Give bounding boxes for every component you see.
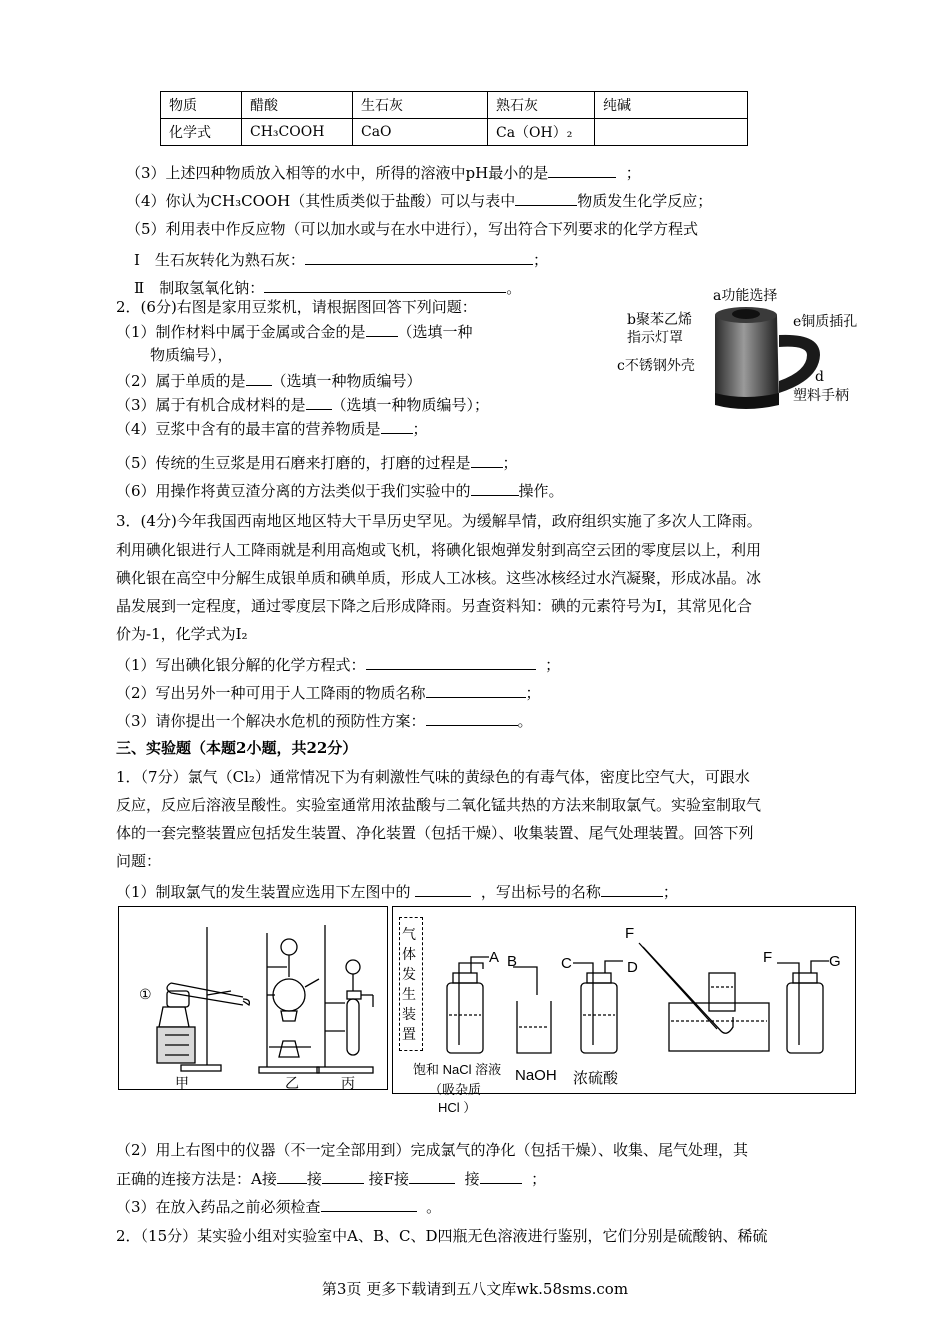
text: ；	[412, 420, 428, 438]
text: （1）写出碘化银分解的化学方程式：	[116, 656, 366, 674]
q3-line3	[116, 710, 533, 731]
exp1-q2-line1: （2）用上右图中的仪器（不一定全部用到）完成氯气的净化（包括干燥）、收集、尾气处理，其	[116, 1141, 749, 1159]
text: 。	[517, 712, 533, 730]
text: ；	[545, 656, 561, 674]
q2-line1b: 物质编号），	[150, 346, 233, 364]
table-cell: 醋酸	[242, 92, 353, 119]
label-C: C	[561, 955, 572, 972]
section-title: 三、实验题（本题2小题，共22分）	[116, 739, 358, 757]
label-d: d	[815, 369, 824, 385]
answer-blank[interactable]	[366, 321, 398, 337]
table-cell: 熟石灰	[488, 92, 595, 119]
answer-blank[interactable]	[322, 1168, 364, 1184]
text: 正确的连接方法是：A接	[116, 1170, 277, 1188]
exp1-q2-line2	[116, 1168, 546, 1189]
text: ；	[525, 684, 541, 702]
text: （3）属于有机合成材料的是	[116, 396, 306, 414]
label-h2so4: 浓硫酸	[573, 1069, 619, 1087]
text: （4）豆浆中含有的最丰富的营养物质是	[116, 420, 381, 438]
exp1-q3	[116, 1196, 441, 1217]
q3-para3: 碘化银在高空中分解生成银单质和碘单质，形成人工冰核。这些冰核经过水汽凝聚，形成冰晶。冰	[116, 569, 762, 587]
gen-char: 气	[402, 927, 416, 943]
text: 。	[506, 279, 522, 297]
label-b: b聚苯乙烯	[627, 312, 692, 328]
label-bing: 丙	[341, 1076, 355, 1092]
answer-blank[interactable]	[366, 654, 536, 670]
q3-line2	[116, 682, 541, 703]
text: 接	[306, 1170, 322, 1188]
q2-title: 2．(6分)右图是家用豆浆机，请根据图回答下列问题：	[116, 298, 477, 316]
answer-blank[interactable]	[409, 1168, 455, 1184]
q2-line4	[116, 418, 428, 439]
table-cell: CH₃COOH	[242, 119, 353, 146]
exp1-para4: 问题：	[116, 852, 162, 870]
answer-blank[interactable]	[306, 394, 332, 410]
answer-blank[interactable]	[415, 881, 471, 897]
answer-blank[interactable]	[264, 277, 506, 293]
table-cell: 纯碱	[595, 92, 748, 119]
answer-blank[interactable]	[277, 1168, 307, 1184]
text: （选填一种物质编号）；	[331, 396, 490, 414]
mark-1: ①	[139, 987, 152, 1003]
q3-para2: 利用碘化银进行人工降雨就是利用高炮或飞机，将碘化银炮弹发射到高空云团的零度层以上，利用	[116, 541, 762, 559]
text: （2）属于单质的是	[116, 372, 246, 390]
label-G: G	[829, 953, 841, 970]
label-B: B	[507, 953, 518, 970]
generator-box	[399, 917, 423, 1051]
q3-line1	[116, 654, 560, 675]
text: （4）你认为CH₃COOH（其性质类似于盐酸）可以与表中	[126, 192, 516, 210]
q2-line6	[116, 480, 564, 501]
gen-char: 生	[402, 987, 416, 1003]
q2-line1	[116, 321, 473, 342]
table-cell: CaO	[353, 119, 488, 146]
label-c: c不锈钢外壳	[617, 358, 695, 374]
answer-blank[interactable]	[471, 452, 503, 468]
text: （5）传统的生豆浆是用石磨来打磨的，打磨的过程是	[116, 454, 471, 472]
text: ；	[625, 164, 641, 182]
text: 操作。	[518, 482, 564, 500]
text: 物质发生化学反应；	[577, 192, 713, 210]
q3-para4: 晶发展到一定程度，通过零度层下降之后形成降雨。另查资料知：碘的元素符号为I，其常见化合	[116, 597, 752, 615]
text: ；	[531, 1170, 547, 1188]
text: 接	[464, 1170, 480, 1188]
text: 。	[426, 1198, 442, 1216]
answer-blank[interactable]	[471, 480, 519, 496]
gen-char: 发	[402, 967, 416, 983]
generator-apparatus-drawing	[119, 907, 387, 1089]
exp1-para2: 反应，反应后溶液呈酸性。实验室通常用浓盐酸与二氧化锰共热的方法来制取氯气。实验室制取气	[116, 796, 762, 814]
text: 接F接	[368, 1170, 410, 1188]
label-jia: 甲	[175, 1076, 189, 1092]
table-cell: 物质	[161, 92, 242, 119]
text: ；	[662, 883, 678, 901]
table-row	[161, 92, 748, 119]
text: Ⅰ 生石灰转化为熟石灰：	[134, 251, 305, 269]
exp1-para3: 体的一套完整装置应包括发生装置、净化装置（包括干燥）、收集装置、尾气处理装置。回答下列	[116, 824, 754, 842]
label-a: a功能选择	[713, 288, 778, 304]
answer-blank[interactable]	[426, 682, 526, 698]
label-b2: 指示灯罩	[627, 330, 683, 346]
substance-table	[160, 91, 748, 146]
q1-line5: （5）利用表中作反应物（可以加水或与在水中进行），写出符合下列要求的化学方程式	[126, 220, 699, 238]
text: ；	[502, 454, 518, 472]
table-cell	[595, 119, 748, 146]
text: （1）制取氯气的发生装置应选用下左图中的	[116, 883, 411, 901]
label-naoh: NaOH	[515, 1067, 557, 1084]
label-nacl-3: HCl ）	[438, 1100, 477, 1115]
table-cell: Ca（OH）₂	[488, 119, 595, 146]
text: ，写出标号的名称	[480, 883, 601, 901]
gen-char: 体	[402, 947, 416, 963]
text: （选填一种	[397, 323, 473, 341]
generator-apparatus-figure	[118, 906, 388, 1090]
gen-char: 装	[402, 1007, 416, 1023]
table-row	[161, 119, 748, 146]
soymilk-machine-figure	[615, 285, 865, 415]
q3-para1: 3．(4分)今年我国西南地区地区特大干旱历史罕见。为缓解旱情，政府组织实施了多次人工降雨。	[116, 512, 762, 530]
label-d2: 塑料手柄	[793, 388, 849, 404]
answer-blank[interactable]	[426, 710, 518, 726]
text: （1）制作材料中属于金属或合金的是	[116, 323, 366, 341]
answer-blank[interactable]	[515, 190, 577, 206]
purification-apparatus-figure	[392, 906, 856, 1097]
q1-item2	[134, 277, 521, 298]
text: （6）用操作将黄豆渣分离的方法类似于我们实验中的	[116, 482, 471, 500]
label-F2: F	[763, 949, 773, 966]
label-A: A	[489, 949, 500, 966]
label-F1: F	[625, 925, 635, 942]
exp2-intro: 2．（15分）某实验小组对实验室中A、B、C、D四瓶无色溶液进行鉴别，它们分别是硫酸钠、稀硫	[116, 1227, 768, 1245]
answer-blank[interactable]	[305, 249, 533, 265]
q1-line4	[126, 190, 712, 211]
label-nacl-2: （吸杂质	[429, 1082, 482, 1097]
text: ；	[532, 251, 548, 269]
answer-blank[interactable]	[601, 881, 663, 897]
answer-blank[interactable]	[246, 370, 272, 386]
exp1-q1	[116, 881, 678, 902]
page-footer: 第3页 更多下载请到五八文库wk.58sms.com	[321, 1280, 629, 1298]
q2-line3	[116, 394, 489, 415]
text: （3）请你提出一个解决水危机的预防性方案：	[116, 712, 426, 730]
answer-blank[interactable]	[480, 1168, 522, 1184]
table-cell: 化学式	[161, 119, 242, 146]
text: （3）上述四种物质放入相等的水中，所得的溶液中pH最小的是	[126, 164, 549, 182]
q1-item1	[134, 249, 548, 270]
answer-blank[interactable]	[381, 418, 413, 434]
label-nacl: 饱和 NaCl 溶液	[413, 1062, 502, 1077]
text: （选填一种物质编号）	[271, 372, 422, 390]
label-e: e铜质插孔	[793, 314, 858, 330]
answer-blank[interactable]	[321, 1196, 417, 1212]
table-cell: 生石灰	[353, 92, 488, 119]
text: （2）写出另外一种可用于人工降雨的物质名称	[116, 684, 426, 702]
q2-line2	[116, 370, 422, 391]
answer-blank[interactable]	[548, 162, 616, 178]
label-D: D	[627, 959, 638, 976]
q2-line5	[116, 452, 518, 473]
q1-line3	[126, 162, 641, 183]
label-yi: 乙	[285, 1076, 299, 1092]
text: （3）在放入药品之前必须检查	[116, 1198, 321, 1216]
gen-char: 置	[402, 1027, 416, 1043]
q3-para5: 价为-1，化学式为I₂	[116, 625, 248, 643]
text: Ⅱ 制取氢氧化钠：	[134, 279, 265, 297]
exp1-para1: 1．（7分）氯气（Cl₂）通常情况下为有刺激性气味的黄绿色的有毒气体，密度比空气大，可跟水	[116, 768, 750, 786]
